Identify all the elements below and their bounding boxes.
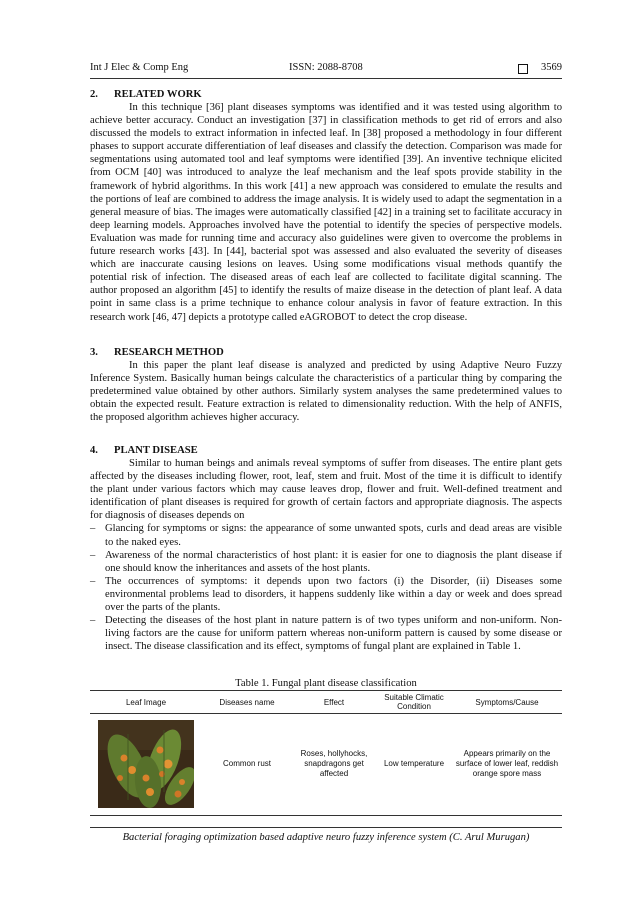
journal-name: Int J Elec & Comp Eng	[90, 62, 189, 73]
issn: ISSN: 2088-8708	[289, 62, 363, 73]
table-row	[90, 714, 562, 814]
paragraph-text: Similar to human beings and animals reveal symptoms of suffer from diseases. The entire plant gets affected by the diseases including flower, root, leaf, stem and fruit. Most of the time it is difficult to identify the plant under various factors which may cause leaves drop, flower and fruit. Well-defined treatment and identification of plant diseases is required for growth of certain factors and appropriate diagnosis. The aspects for diagnosis of diseases depends on	[90, 458, 562, 522]
section-research-method	[90, 346, 562, 424]
dash-bullet-icon: –	[90, 615, 96, 627]
disease-name-cell: Common rust	[222, 759, 271, 768]
list-item: – The occurrences of symptoms: it depends upon two factors (i) the Disorder, (ii) Diseases some environmental problems lead to disorders, it happens suddenly like within a day or week and does spread over the parts of the plants.	[90, 575, 562, 614]
dash-bullet-icon: –	[90, 549, 96, 561]
section-title: RESEARCH METHOD	[114, 347, 224, 358]
section-paragraph	[90, 457, 562, 522]
section-paragraph	[90, 359, 562, 424]
section-number: 3.	[90, 347, 98, 358]
paragraph-text: In this paper the plant leaf disease is analyzed and predicted by using Adaptive Neuro Fuzzy Inference System. Basically human beings calculate the characteristics of a particular thing by comparing the predetermined value obtained by other authors. Similarly system analyses the same predetermined values to obtain the expected result. Feature extraction is related to dimensionality reduction. With the help of ANFIS, the proposed algorithm achieves higher accuracy.	[90, 360, 562, 424]
effect-cell: Roses, hollyhocks, snapdragons get affected	[300, 749, 368, 778]
table-header-row	[90, 691, 562, 714]
column-header: Suitable Climatic Condition	[384, 693, 444, 711]
running-header	[90, 62, 562, 79]
section-paragraph	[90, 101, 562, 324]
section-heading	[90, 444, 562, 457]
diagnosis-list	[90, 522, 562, 653]
section-number: 4.	[90, 445, 98, 456]
list-item: – Detecting the diseases of the host plant in nature pattern is of two types uniform and non-uniform. Non-living factors are the cause for uniform pattern whereas non-uniform pattern is caused by some disease or insect. The disease classification and its effect, symptoms of fungal plant are explained in Table 1.	[90, 615, 562, 653]
disease-table	[90, 690, 562, 816]
column-header: Leaf Image	[125, 697, 167, 707]
symptoms-cell: Appears primarily on the surface of lower leaf, reddish orange spore mass	[455, 749, 559, 778]
paragraph-text: In this technique [36] plant diseases symptoms was identified and it was tested using algorithm to achieve better accuracy. Conduct an investigation [37] in classification methods to get rid of errors and also discussed the models to extract information in infected leaf. In [38] proposed a methodology in four different phases to support accurate differentiation of leaf diseases and classify the detection. Comparison was made for segmentations using automated tool and leaf symptoms were identified [39]. An inventive technique elicited from OCM [40] was introduced to analyze the leaf mechanism and the leaf spots provide stability in the framework of hybrid algorithms. In this work [41] a new approach was considered to emulate the results and the portions of leaf are combined to address the image analysis. It is widely used to adapt the segmentation in a general measure of bias. The images were automatically classified [42] in a training set to facilitate accuracy in deep learning models. Approaches involved have the potential to identify the species of perspective models. Evaluation was made for running time and accuracy also guidelines were given to overcome the problems in future research works [43]. In [44], bacterial spot was assessed and also evaluated the severity of diseases which are inaccurate causing lesions on leaves. Using some modifications visual methods quantify the potential risk of infection. The diseased areas of each leaf are collected to facilitate digital scanning. The author proposed an algorithm [45] to identify the results of maize disease in the detection of plant leaf. A data point in same class is a prime technique to enhance colour analysis in favor of feature extraction. In this research work [46, 47] depicts a prototype called eAGROBOT to detect the crop disease.	[90, 102, 562, 323]
dash-bullet-icon: –	[90, 523, 96, 535]
climate-cell: Low temperature	[383, 759, 445, 768]
column-header: Effect	[323, 697, 345, 707]
rust-leaf-image	[98, 720, 194, 808]
leaf-image-cell	[90, 714, 202, 814]
list-item: – Glancing for symptoms or signs: the appearance of some unwanted spots, curls and dead areas are visible to the naked eyes.	[90, 523, 562, 548]
list-item: – Awareness of the normal characteristics of host plant: it is easier for one to diagnosis the plant disease if one should know the inheritances and assets of the host plants.	[90, 549, 562, 574]
section-heading	[90, 346, 562, 359]
section-title: PLANT DISEASE	[114, 445, 198, 456]
checkbox-square-icon	[518, 64, 528, 74]
section-related-work	[90, 88, 562, 324]
column-header: Symptoms/Cause	[475, 697, 539, 707]
column-header: Diseases name	[219, 697, 275, 707]
section-title: RELATED WORK	[114, 89, 202, 100]
section-heading	[90, 88, 562, 101]
page-number: 3569	[541, 62, 562, 73]
dash-bullet-icon: –	[90, 575, 96, 587]
table-caption: Table 1. Fungal plant disease classification	[235, 678, 417, 689]
section-number: 2.	[90, 89, 98, 100]
section-plant-disease	[90, 444, 562, 653]
running-footer: Bacterial foraging optimization based adaptive neuro fuzzy inference system (C. Arul Murugan)	[90, 827, 562, 843]
